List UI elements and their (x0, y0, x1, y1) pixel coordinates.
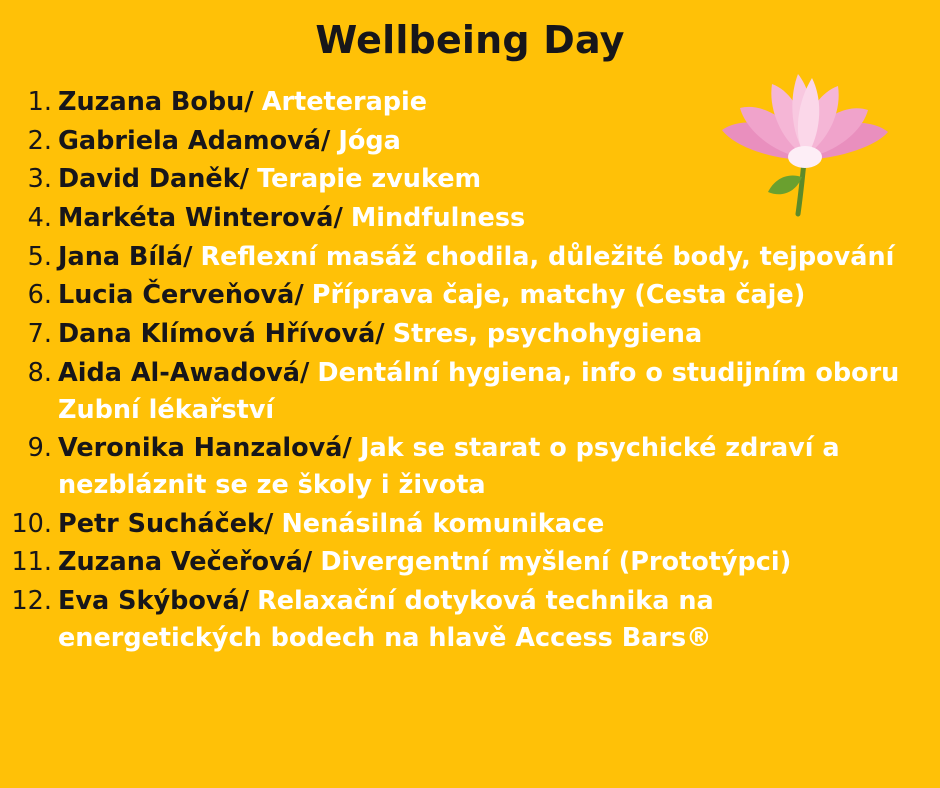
separator: / (244, 86, 254, 117)
speaker-topic: Jak se starat o psychické zdraví a nezbláznit se ze školy i života (58, 433, 840, 500)
speaker-topic: Reflexní masáž chodila, důležité body, tejpování (200, 241, 895, 272)
speaker-topic: Arteterapie (261, 86, 428, 117)
speaker-name: Jana Bílá (58, 241, 184, 272)
speaker-topic: Dentální hygiena, info o studijním oboru Zubní lékařství (58, 357, 900, 425)
list-item (0, 239, 910, 276)
speaker-name: David Daněk (58, 164, 240, 195)
speaker-name: Zuzana Bobu (58, 86, 245, 117)
list-item (0, 84, 910, 121)
separator: / (320, 125, 331, 156)
speaker-name: Dana Klímová Hřívová (58, 319, 376, 350)
separator: / (183, 241, 193, 272)
list-item (0, 123, 910, 160)
list-item (0, 316, 910, 353)
separator: / (239, 586, 250, 617)
speaker-topic: Divergentní myšlení (Prototýpci) (320, 547, 792, 578)
speaker-name: Petr Sucháček (58, 508, 264, 539)
separator: / (375, 319, 385, 350)
list-item (0, 544, 910, 581)
separator: / (302, 547, 313, 578)
list-item (0, 355, 910, 428)
speaker-name: Eva Skýbová (58, 586, 240, 617)
speaker-topic: Stres, psychohygiena (392, 319, 703, 350)
speaker-name: Aida Al-Awadová (58, 357, 300, 388)
speaker-topic: Mindfulness (350, 202, 526, 233)
separator: / (333, 202, 343, 233)
speaker-topic: Nenásilná komunikace (281, 508, 605, 539)
speaker-name: Zuzana Večeřová (58, 547, 303, 578)
speaker-topic: Jóga (338, 125, 401, 156)
separator: / (239, 164, 249, 195)
list-item (0, 277, 910, 314)
speaker-name: Veronika Hanzalová (58, 433, 343, 464)
separator: / (299, 357, 310, 388)
speaker-topic: Terapie zvukem (257, 164, 482, 195)
list-item (0, 430, 910, 503)
speaker-topic: Příprava čaje, matchy (Cesta čaje) (311, 280, 806, 311)
speaker-name: Gabriela Adamová (58, 125, 321, 156)
speaker-name: Lucia Červeňová (58, 280, 295, 311)
separator: / (342, 433, 352, 464)
list-item (0, 200, 910, 237)
list-item (0, 583, 910, 656)
speaker-name: Markéta Winterová (58, 202, 334, 233)
speaker-topic: Relaxační dotyková technika na energetických bodech na hlavě Access Bars® (58, 586, 714, 653)
speaker-list (0, 84, 940, 657)
separator: / (264, 508, 274, 539)
list-item (0, 506, 910, 543)
list-item (0, 161, 910, 198)
separator: / (294, 280, 304, 311)
page-title: Wellbeing Day (315, 18, 625, 62)
